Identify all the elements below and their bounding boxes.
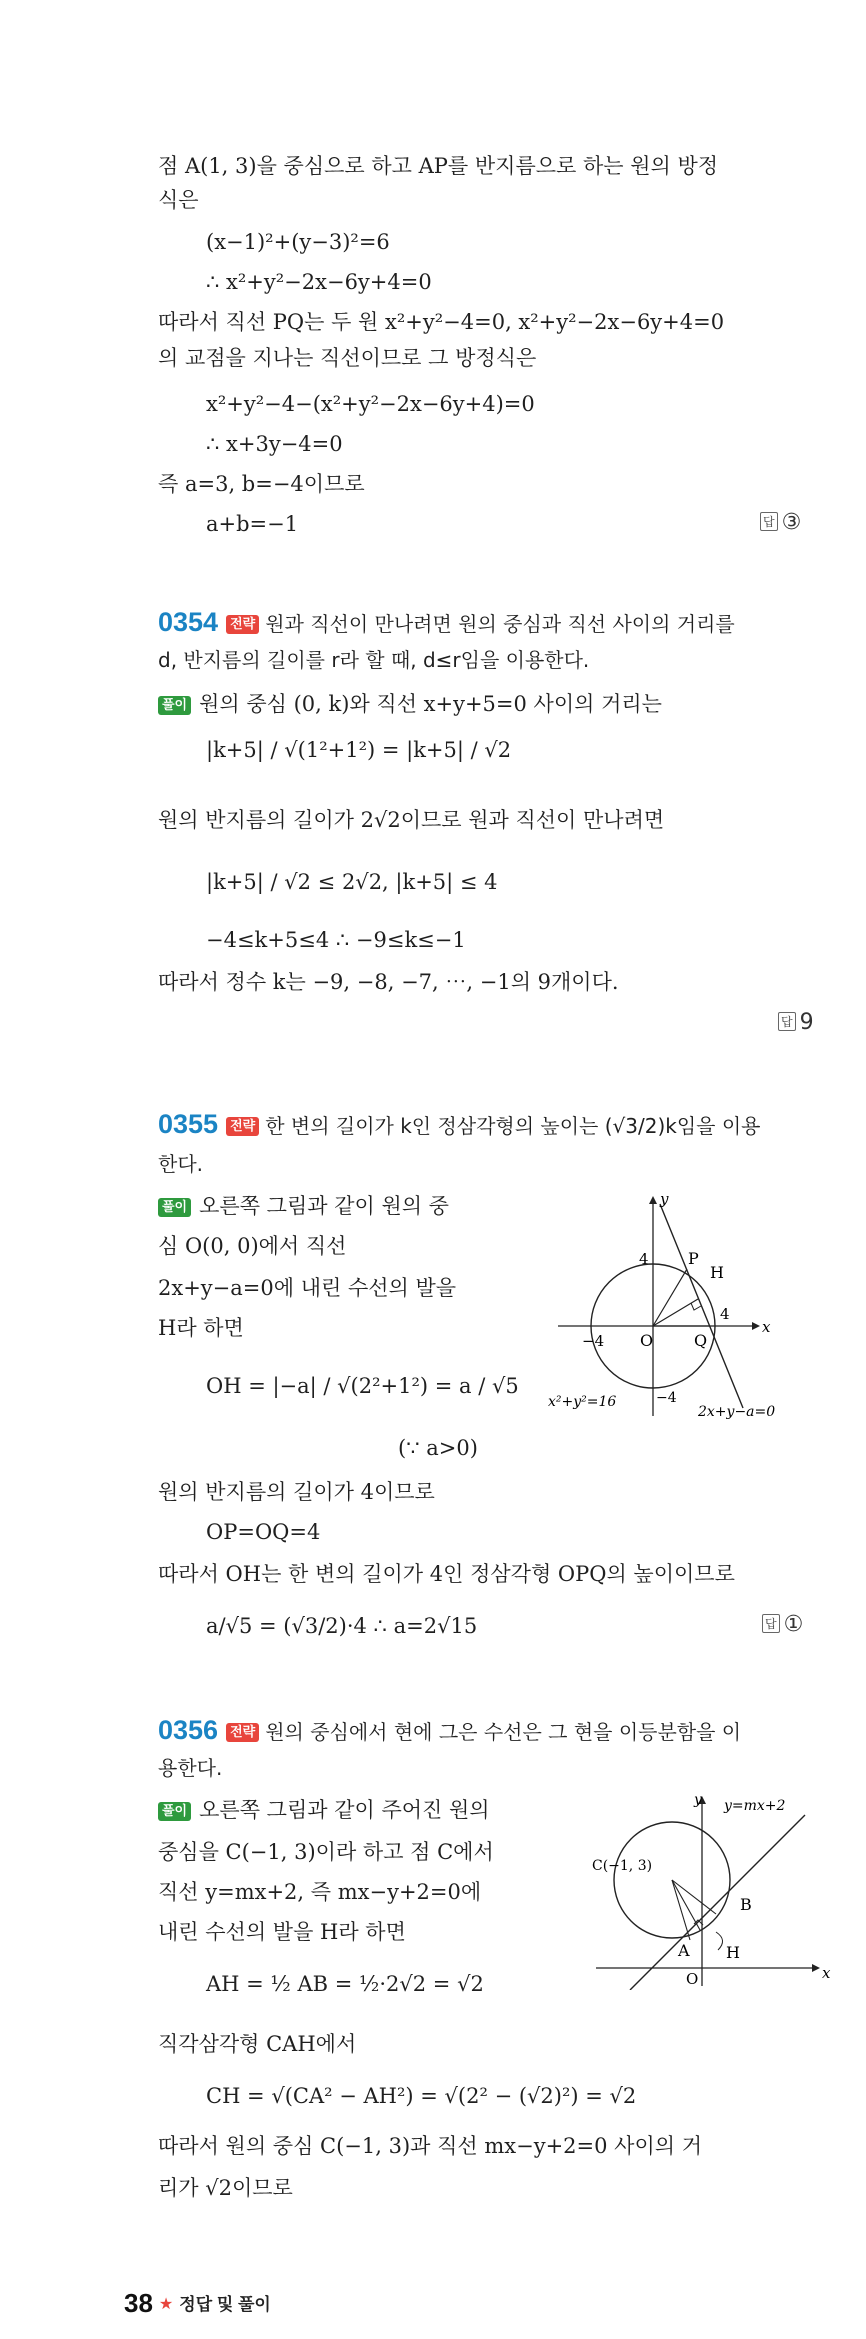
y-label: y — [660, 1190, 669, 1208]
equation: OH = |−a| / √(2²+1²) = a / √5 — [206, 1374, 519, 1398]
label-4-right: 4 — [720, 1305, 730, 1323]
text-line: 원의 중심 (0, k)와 직선 x+y+5=0 사이의 거리는 — [199, 692, 662, 716]
text-line: 중심을 C(−1, 3)이라 하고 점 C에서 — [158, 1840, 494, 1864]
x-label: x — [822, 1964, 831, 1982]
text-line: 내린 수선의 발을 H라 하면 — [158, 1920, 406, 1944]
text-line: 즉 a=3, b=−4이므로 — [158, 472, 365, 496]
problem-number: 0354 — [158, 607, 219, 637]
answer-mark — [760, 510, 801, 535]
solution-tag: 풀이 — [158, 696, 191, 715]
solution-tag: 풀이 — [158, 1198, 191, 1217]
solution-line — [158, 1192, 449, 1220]
right-angle-mark — [691, 1303, 701, 1310]
y-axis-arrow-icon — [649, 1196, 657, 1204]
label-C: C(−1, 3) — [592, 1858, 653, 1874]
label-P: P — [688, 1249, 699, 1268]
circle-equation: x²+y²=16 — [548, 1394, 617, 1410]
text-line: 따라서 직선 PQ는 두 원 x²+y²−4=0, x²+y²−2x−6y+4=0 — [158, 310, 725, 334]
strategy-text: 원의 중심에서 현에 그은 수선은 그 현을 이등분함을 이 — [265, 1720, 742, 1744]
line-equation: 2x+y−a=0 — [698, 1404, 776, 1420]
text-line: 따라서 정수 k는 −9, −8, −7, ⋯, −1의 9개이다. — [158, 970, 619, 994]
text-line: 따라서 OH는 한 변의 길이가 4인 정삼각형 OPQ의 높이이므로 — [158, 1562, 735, 1586]
answer-box-icon: 답 — [762, 1614, 780, 1633]
label-A: A — [678, 1941, 690, 1960]
strategy-tag: 전략 — [226, 1723, 259, 1742]
strategy-text: 용한다. — [158, 1756, 223, 1780]
answer-value: 9 — [799, 1010, 814, 1035]
star-icon: ★ — [158, 2296, 174, 2313]
equation: x²+y²−4−(x²+y²−2x−6y+4)=0 — [206, 392, 535, 416]
answer-mark — [762, 1612, 803, 1637]
equation: a/√5 = (√3/2)·4 ∴ a=2√15 — [206, 1614, 478, 1638]
equation: CH = √(CA² − AH²) = √(2² − (√2)²) = √2 — [206, 2084, 637, 2108]
text-line: 식은 — [158, 188, 199, 212]
equation: −4≤k+5≤4 ∴ −9≤k≤−1 — [206, 928, 466, 952]
text-line: 직선 y=mx+2, 즉 mx−y+2=0에 — [158, 1880, 482, 1904]
leader-line — [716, 1932, 723, 1950]
label-minus4-bottom: −4 — [656, 1390, 677, 1406]
text-line: 의 교점을 지나는 직선이므로 그 방정식은 — [158, 346, 537, 370]
problem-number: 0355 — [158, 1109, 219, 1139]
problem-header — [158, 1110, 761, 1140]
text-line: 원의 반지름의 길이가 2√2이므로 원과 직선이 만나려면 — [158, 808, 665, 832]
text-line: 2x+y−a=0에 내린 수선의 발을 — [158, 1276, 457, 1300]
answer-box-icon: 답 — [778, 1012, 796, 1031]
equation: (x−1)²+(y−3)²=6 — [206, 230, 390, 254]
label-H: H — [726, 1943, 740, 1962]
y-label: y — [694, 1792, 702, 1808]
x-label: x — [762, 1318, 771, 1336]
label-O: O — [640, 1331, 654, 1350]
solution-line — [158, 1796, 490, 1824]
x-axis-arrow-icon — [752, 1322, 760, 1330]
text-line: 심 O(0, 0)에서 직선 — [158, 1234, 347, 1258]
label-B: B — [740, 1895, 752, 1914]
strategy-tag: 전략 — [226, 1117, 259, 1136]
label-O: O — [686, 1970, 699, 1988]
equation-note: (∵ a>0) — [398, 1436, 478, 1460]
text-line: 점 A(1, 3)을 중심으로 하고 AP를 반지름으로 하는 원의 방정 — [158, 154, 719, 178]
text-line: H라 하면 — [158, 1316, 244, 1340]
strategy-text: 한 변의 길이가 k인 정삼각형의 높이는 (√3/2)k임을 이용 — [265, 1114, 761, 1138]
equation: a+b=−1 — [206, 512, 299, 536]
text-line: 직각삼각형 CAH에서 — [158, 2032, 357, 2056]
answer-mark — [778, 1010, 814, 1035]
equation: |k+5| / √(1²+1²) = |k+5| / √2 — [206, 738, 512, 762]
footer-label: 정답 및 풀이 — [179, 2295, 271, 2314]
label-minus4-left: −4 — [582, 1332, 605, 1350]
answer-value: ③ — [781, 510, 802, 535]
circle-line-figure — [548, 1186, 828, 1426]
page-footer — [124, 2288, 271, 2319]
equation: AH = ½ AB = ½·2√2 = √2 — [206, 1972, 484, 1996]
x-axis-arrow-icon — [812, 1964, 820, 1972]
equation: ∴ x+3y−4=0 — [206, 432, 343, 456]
answer-value: ① — [783, 1612, 804, 1637]
label-H: H — [710, 1263, 724, 1282]
problem-number: 0356 — [158, 1715, 219, 1745]
label-Q: Q — [694, 1331, 708, 1350]
text-line: 따라서 원의 중심 C(−1, 3)과 직선 mx−y+2=0 사이의 거 — [158, 2134, 702, 2158]
strategy-text: 한다. — [158, 1152, 203, 1176]
line-equation: y=mx+2 — [724, 1798, 786, 1814]
segment-CB — [672, 1880, 716, 1914]
strategy-text: 원과 직선이 만나려면 원의 중심과 직선 사이의 거리를 — [265, 612, 735, 636]
segment-OP — [653, 1269, 687, 1326]
segment-CA — [672, 1880, 690, 1940]
text-line: 오른쪽 그림과 같이 원의 중 — [199, 1194, 449, 1218]
label-4-top: 4 — [639, 1250, 649, 1268]
solution-tag: 풀이 — [158, 1802, 191, 1821]
circle-chord-figure — [590, 1790, 840, 1990]
equation: |k+5| / √2 ≤ 2√2, |k+5| ≤ 4 — [206, 870, 498, 894]
equation: ∴ x²+y²−2x−6y+4=0 — [206, 270, 432, 294]
text-line: 원의 반지름의 길이가 4이므로 — [158, 1480, 435, 1504]
line — [660, 1204, 743, 1408]
strategy-text: d, 반지름의 길이를 r라 할 때, d≤r임을 이용한다. — [158, 648, 590, 672]
text-line: 리가 √2이므로 — [158, 2176, 293, 2200]
answer-box-icon: 답 — [760, 512, 778, 531]
problem-header — [158, 608, 735, 638]
solution-line — [158, 690, 662, 718]
line — [630, 1815, 805, 1990]
strategy-tag: 전략 — [226, 615, 259, 634]
page-number: 38 — [124, 2288, 153, 2318]
equation: OP=OQ=4 — [206, 1520, 321, 1544]
problem-header — [158, 1716, 741, 1746]
text-line: 오른쪽 그림과 같이 주어진 원의 — [199, 1798, 490, 1822]
